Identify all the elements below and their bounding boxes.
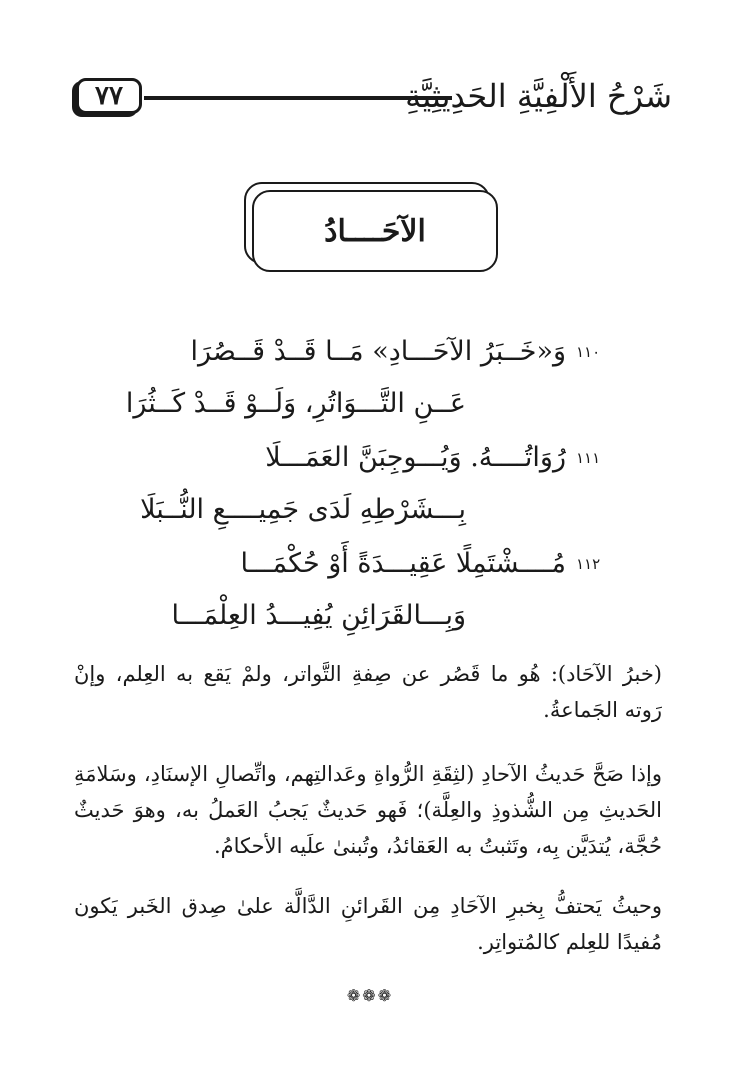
page-number: ٧٧ [76, 78, 142, 114]
verse-number: ١١٢ [576, 555, 601, 573]
verse-first-hemistich: رُوَاتُــــهُ. وَيُـــوجِبَنَّ العَمَـــلَا [265, 442, 566, 473]
verse-second-hemistich: وَبِـــالقَرَائِنِ يُفِيـــدُ العِلْمَـــا [171, 600, 466, 631]
paragraph-definition: (خبرُ الآحَاد): هُو ما قَصُر عن صِفةِ التَّواتر، ولمْ يَقع به العِلم، وإنْ رَوته الجَماعةُ. [74, 662, 662, 722]
verse-number: ١١٠ [576, 343, 601, 361]
paragraph-context: وحيثُ يَحتفُّ بِخبرِ الآحَادِ مِن القَرائنِ الدَّالَّة علىٰ صِدق الخَبر يَكون مُفيدًا للعِلم كالمُتواتِر. [74, 894, 662, 954]
book-title: شَرْحُ الأَلْفِيَّةِ الحَدِيثِيَّةِ [405, 77, 672, 115]
section-title: الآحَــــادُ [252, 190, 498, 272]
page-header [0, 0, 736, 140]
end-ornament: ❁❁❁ [346, 986, 394, 1005]
verse-first-hemistich: وَ«خَــبَرُ الآحَـــادِ» مَــا قَــدْ قَــصُرَا [190, 336, 566, 367]
verse-second-hemistich: عَــنِ التَّـــوَاتُرِ، وَلَــوْ قَــدْ كَــثُرَا [125, 388, 466, 419]
section-title-frame [248, 186, 498, 272]
verse-first-hemistich: مُــــشْتَمِلًا عَقِيـــدَةً أَوْ حُكْمَـــا [240, 548, 566, 579]
paragraph-ruling: وإذا صَحَّ حَديثُ الآحادِ (لثِقَةِ الرُّواةِ وعَدالتِهم، واتِّصالِ الإسنَادِ، وسَلامَةِ الحَديثِ مِن الشُّذوذِ والعِلَّة)؛ فَهو حَديثٌ يَجبُ العَملُ به، وهوَ حَديثٌ حُجَّة، يُتدَيَّن بِه، وتَثبتُ به العَقائدُ، وتُبنىٰ علَيه الأحكامُ. [74, 762, 662, 858]
verse-second-hemistich: بِـــشَرْطِهِ لَدَى جَمِيــــعِ النُّــبَلَا [140, 494, 466, 525]
verse-number: ١١١ [576, 449, 601, 467]
